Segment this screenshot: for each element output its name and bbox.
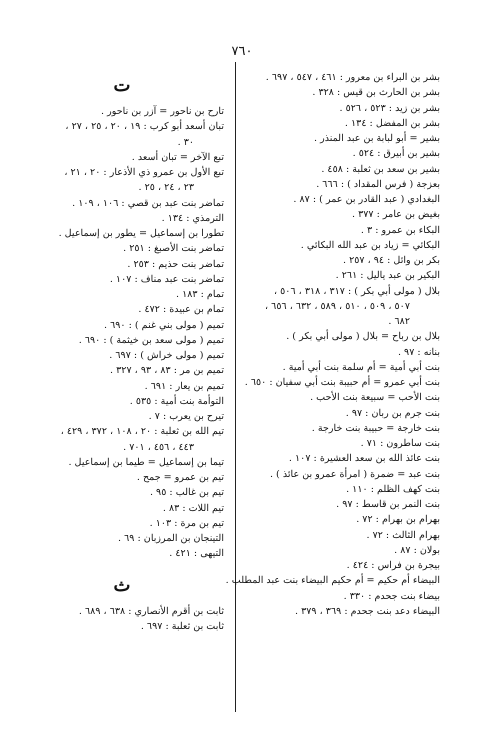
index-entry: بنت أبي عمرو = أم حبيبة بنت أبي سفيان : ٦٥٠ . xyxy=(244,377,440,388)
index-entry: التوأمة بنت أمية : ٥٣٥ . xyxy=(129,395,224,407)
index-entry: بهرام الثالث : ٧٢ . xyxy=(366,529,440,541)
index-entry: بيجرة بن فراس : ٤٢٤ . xyxy=(346,560,440,571)
index-entry: بشر بن البراء بن معرور : ٤٦١ ، ٥٤٧ ، ٦٩٧ . xyxy=(265,72,440,83)
index-entry: بولان : ٨٧ . xyxy=(394,544,440,556)
index-entry: التيهى : ٤٢١ . xyxy=(169,548,224,560)
index-entry: بكر بن وائل : ٩٤ ، ٢٥٧ . xyxy=(343,255,440,266)
index-entry: تميم بن مر : ٨٣ ، ٩٣ ، ٣٢٧ . xyxy=(110,365,224,377)
index-entry: تميم ( مولى بني غنم ) : ٦٩٠ . xyxy=(103,319,224,331)
index-entry: تيرح بن يعرب : ٧ . xyxy=(148,411,224,422)
index-entry-continuation: ٥٠٧ ، ٥٠٩ ، ٥١٠ ، ٥٨٩ ، ٦٣٢ ، ٦٥٦ ، xyxy=(265,300,410,312)
index-entry: تيم بن عمرو = جمح . xyxy=(136,472,224,483)
index-entry: تبع الأول بن عمرو ذي الأذعار : ٢٠ ، ٢١ ، xyxy=(64,167,224,178)
index-entry: بغيض بن عامر : ٣٧٧ . xyxy=(351,209,440,221)
index-entry: بنت ساطرون : ٧١ . xyxy=(360,438,440,449)
index-entry: بنت كهف الظلم : ١١٠ . xyxy=(346,483,440,495)
index-entry: بعزجة ( فرس المقداد ) : ٦٦٦ . xyxy=(316,178,440,190)
index-entry: بشر بن زيد : ٥٢٣ ، ٥٢٦ . xyxy=(339,102,440,114)
index-entry: ثابت بن أقرم الأنصاري : ٦٣٨ ، ٦٨٩ . xyxy=(78,605,224,617)
index-entry: تطورا بن إسماعيل = يطور بن إسماعيل . xyxy=(58,228,224,239)
index-entry: تيم بن غالب : ٩٥ . xyxy=(149,487,224,499)
index-entry: البيضاء دعد بنت جحدم : ٣٦٩ ، ٣٧٩ . xyxy=(295,605,440,617)
index-entry: تيم اللات : ٨٣ . xyxy=(162,502,224,514)
index-entry: تماضر بنت حذيم : ٢٥٣ . xyxy=(127,258,224,270)
index-entry: بلال ( مولى أبي بكر ) : ٣١٧ ، ٣١٨ ، ٥٠٦ ، xyxy=(273,285,440,297)
index-entry: تميم بن يعار : ٦٩١ . xyxy=(144,380,224,392)
index-entry: بنت جرم بن ربان : ٩٧ . xyxy=(345,407,440,419)
index-entry: بنت عبد = ضمرة ( امرأة عمرو بن عائذ ) . xyxy=(269,468,440,480)
index-entry: تيم الله بن ثعلبة : ٢٠ ، ١٠٨ ، ٣٧٢ ، ٤٢٩ ، xyxy=(60,426,224,438)
index-entry: تميم ( مولى خراش ) : ٦٩٧ . xyxy=(109,350,224,361)
index-entry: تيما بن إسماعيل = طيما بن إسماعيل . xyxy=(68,456,224,468)
index-entry-continuation: ٤٤٣ ، ٤٥٦ ، ٧٠١ . xyxy=(123,441,194,453)
index-entry: بنت النمر بن قاسط : ٩٧ . xyxy=(336,499,440,510)
index-entry: بلال بن رباح = بلال ( مولى أبي بكر ) . xyxy=(286,331,440,343)
index-entry: تمام بن عبيدة : ٤٧٢ . xyxy=(138,304,224,316)
index-entry: البيضاء أم حكيم = أم حكيم البيضاء بنت عبد المطلب . xyxy=(225,575,440,587)
index-entry: بشر بن الحارث بن قيس : ٣٢٨ . xyxy=(312,87,440,99)
index-entry: بنت أبي أمية = أم سلمة بنت أبي أمية . xyxy=(282,361,440,373)
index-entry: تمام : ١٨٣ . xyxy=(176,289,224,300)
index-entry: بيضاء بنت جحدم : ٣٣٠ . xyxy=(343,590,440,602)
index-entry: بشير بن أبيرق : ٥٢٤ . xyxy=(352,148,440,160)
index-entry: البغدادي ( عبد القادر بن عمر ) : ٨٧ . xyxy=(293,194,440,205)
index-entry: ثابت بن ثعلبة : ٦٩٧ . xyxy=(140,620,224,632)
index-entry-continuation: ٣٠ . xyxy=(177,136,194,148)
index-entry: تيم بن مرة : ١٠٣ . xyxy=(149,517,224,529)
index-entry: تبع الآخر = تبان أسعد . xyxy=(131,151,224,163)
column-divider xyxy=(235,62,236,712)
index-entry-continuation: ٦٨٢ . xyxy=(388,316,410,327)
section-heading-ta: ت xyxy=(113,75,131,96)
index-entry: تماضر بنت عبد بن قصي : ١٠٦ ، ١٠٩ . xyxy=(72,197,224,209)
index-entry: بشر بن المفضل : ١٣٤ . xyxy=(344,117,440,129)
index-entry: تماضر بنت عبد مناف : ١٠٧ . xyxy=(109,273,224,285)
index-entry: تبان أسعد أبو كرب : ١٩ ، ٢٠ ، ٢٥ ، ٢٧ ، xyxy=(65,121,224,133)
index-entry: بنت الأحب = سبيعة بنت الأحب . xyxy=(310,392,440,404)
index-entry: تارح بن ناحور = آزر بن ناحور . xyxy=(101,106,224,117)
left-column xyxy=(20,70,224,634)
index-entry: تميم ( مولى سعد بن خيثمة ) : ٦٩٠ . xyxy=(78,334,224,346)
index-entry: تماضر بنت الأصبغ : ٢٥١ . xyxy=(123,243,224,255)
index-entry: الترمذي : ١٣٤ . xyxy=(161,212,224,224)
index-entry: البكير بن عبد ياليل : ٢٦١ . xyxy=(335,270,440,282)
index-entry: التينجان بن المرزبان : ٦٩ . xyxy=(118,533,224,544)
index-entry: البكائي = زياد بن عبد الله البكائي . xyxy=(300,239,440,251)
index-entry: بنت خارجة = حبيبة بنت خارجة . xyxy=(311,422,440,434)
index-entry: البكاء بن عمرو : ٣ . xyxy=(360,224,440,236)
index-entry: بشير بن سعد بن ثعلبة : ٤٥٨ . xyxy=(321,163,440,175)
section-gap xyxy=(20,562,224,570)
page-number: ٧٦٠ xyxy=(231,44,253,59)
index-entry: بنت عائذ الله بن سعد العشيرة : ١٠٧ . xyxy=(288,453,440,465)
index-entry: بنانه : ٩٧ . xyxy=(397,346,440,358)
index-entry: بهرام بن بهرام : ٧٢ . xyxy=(356,514,440,526)
index-entry: بشير = أبو لبابة بن عبد المنذر . xyxy=(313,133,440,144)
right-column xyxy=(225,70,440,619)
index-entry-continuation: ٢٣ ، ٢٤ ، ٢٥ . xyxy=(138,182,194,194)
section-heading-tha: ث xyxy=(113,574,131,596)
